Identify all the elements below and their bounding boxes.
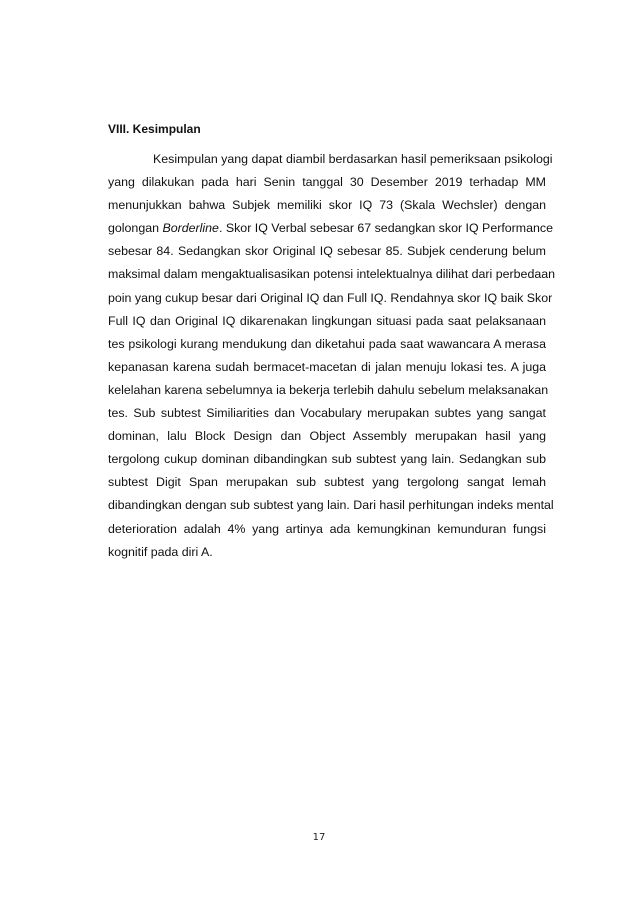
paragraph-line: tergolong cukup dominan dibandingkan sub subtest yang lain. Sedangkan sub [108, 452, 546, 467]
paragraph-line: subtest Digit Span merupakan sub subtest yang tergolong sangat lemah [108, 475, 546, 490]
paragraph-line: tes. Sub subtest Similiarities dan Vocabulary merupakan subtes yang sangat [108, 406, 546, 421]
italic-term: Borderline [162, 221, 219, 236]
paragraph-line: menunjukkan bahwa Subjek memiliki skor IQ 73 (Skala Wechsler) dengan [108, 198, 546, 213]
paragraph-line: kognitif pada diri A. [108, 544, 213, 559]
paragraph-line: sebesar 84. Sedangkan skor Original IQ sebesar 85. Subjek cenderung belum [108, 244, 546, 259]
paragraph-line: Full IQ dan Original IQ dikarenakan lingkungan situasi pada saat pelaksanaan [108, 313, 546, 328]
paragraph-line: yang dilakukan pada hari Senin tanggal 30 Desember 2019 terhadap MM [108, 175, 546, 190]
paragraph-line: Kesimpulan yang dapat diambil berdasarkan hasil pemeriksaan psikologi [153, 152, 553, 166]
paragraph-line: dibandingkan dengan sub subtest yang lain. Dari hasil perhitungan indeks mental [108, 498, 554, 513]
paragraph-line: maksimal dalam mengaktualisasikan potensi intelektualnya dilihat dari perbedaan [108, 267, 556, 282]
paragraph-line: kepanasan karena sudah bermacet-macetan di jalan menuju lokasi tes. A juga [108, 359, 546, 374]
paragraph-line: dominan, lalu Block Design dan Object Assembly merupakan hasil yang [108, 429, 546, 444]
page-number: 17 [312, 832, 326, 843]
paragraph-line: tes psikologi kurang mendukung dan diketahui pada saat wawancara A merasa [108, 336, 546, 351]
paragraph-line-with-italic [108, 217, 553, 240]
section-heading: VIII. Kesimpulan [108, 122, 201, 136]
line-punct: . [218, 221, 223, 236]
paragraph-line: poin yang cukup besar dari Original IQ dan Full IQ. Rendahnya skor IQ baik Skor [108, 290, 553, 305]
paragraph-line: kelelahan karena sebelumnya ia bekerja terlebih dahulu sebelum melaksanakan [108, 382, 549, 397]
conclusion-paragraph [108, 148, 556, 564]
paragraph-line: deterioration adalah 4% yang artinya ada kemungkinan kemunduran fungsi [108, 521, 546, 536]
line-prefix: golongan [108, 221, 159, 236]
line-rest: Skor IQ Verbal sebesar 67 sedangkan skor IQ Performance [225, 221, 553, 236]
